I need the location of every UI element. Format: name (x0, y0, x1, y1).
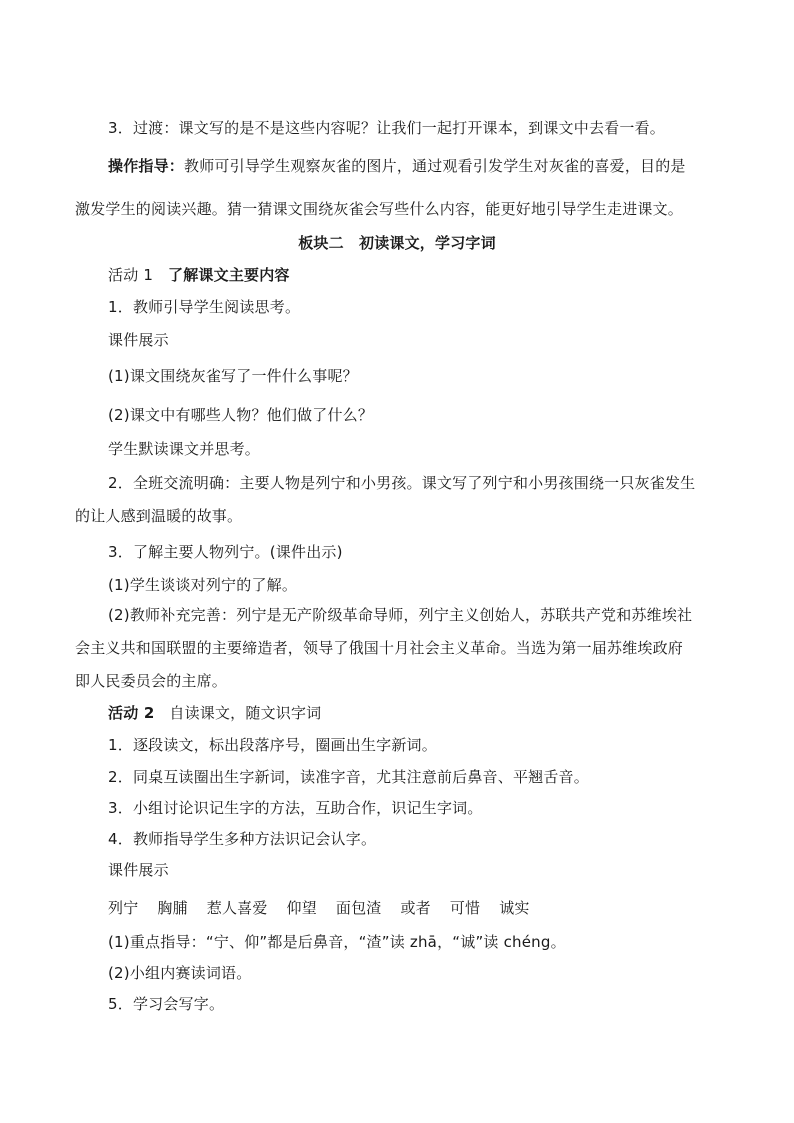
activity1-item3-sub2-line3: 即人民委员会的主席。 (75, 672, 228, 690)
vocab-word: 面包渣 (335, 899, 382, 917)
vocab-word: 列宁 (108, 899, 139, 917)
question-1: (1)课文围绕灰雀写了一件什么事呢？ (108, 367, 358, 385)
activity1-item1: 1．教师引导学生阅读思考。 (108, 298, 301, 316)
activity1-item2-line2: 的让人感到温暖的故事。 (75, 507, 243, 525)
activity1-heading (108, 265, 290, 285)
activity1-label: 活动 1 (108, 266, 154, 284)
activity2-heading (108, 703, 321, 723)
activity2-title: 自读课文，随文识字词 (169, 704, 322, 722)
vocab-word: 惹人喜爱 (206, 899, 268, 917)
activity2-label: 活动 2 (108, 704, 155, 722)
vocab-list (108, 898, 544, 918)
activity2-item3: 3．小组讨论识记生字的方法，互助合作，识记生字词。 (108, 799, 483, 817)
activity1-item3-sub2-line1: (2)教师补充完善：列宁是无产阶级革命导师，列宁主义创始人，苏联共产党和苏维埃社 (108, 606, 693, 624)
courseware-label-1: 课件展示 (108, 331, 169, 349)
activity2-item4: 4．教师指导学生多种方法识记会认字。 (108, 830, 377, 848)
silent-reading: 学生默读课文并思考。 (108, 440, 261, 458)
activity1-item2-line1: 2．全班交流明确：主要人物是列宁和小男孩。课文写了列宁和小男孩围绕一只灰雀发生 (108, 474, 696, 492)
transition-paragraph: 3．过渡：课文写的是不是这些内容呢？让我们一起打开课本，到课文中去看一看。 (108, 119, 665, 137)
courseware-label-2: 课件展示 (108, 861, 169, 879)
vocab-word: 诚实 (499, 899, 530, 917)
guide-paragraph-line2: 激发学生的阅读兴趣。猜一猜课文围绕灰雀会写些什么内容，能更好地引导学生走进课文。 (75, 200, 684, 218)
vocab-word: 仰望 (286, 899, 317, 917)
activity2-item1: 1．逐段读文，标出段落序号，圈画出生字新词。 (108, 736, 437, 754)
activity1-item3: 3．了解主要人物列宁。(课件出示) (108, 543, 343, 561)
section-title: 板块二 初读课文，学习字词 (298, 234, 496, 252)
vocab-word: 胸脯 (157, 899, 188, 917)
activity2-item5: 5．学习会写字。 (108, 995, 225, 1013)
activity1-item3-sub1: (1)学生谈谈对列宁的了解。 (108, 576, 298, 594)
vocab-word: 或者 (400, 899, 431, 917)
group-reading: (2)小组内赛读词语。 (108, 964, 252, 982)
activity2-item2: 2．同桌互读圈出生字新词，读准字音，尤其注意前后鼻音、平翘舌音。 (108, 768, 589, 786)
guide-label: 操作指导： (108, 157, 185, 175)
vocab-word: 可惜 (449, 899, 481, 917)
activity1-item3-sub2-line2: 会主义共和国联盟的主要缔造者，领导了俄国十月社会主义革命。当选为第一届苏维埃政府 (75, 639, 684, 657)
guide-text: 教师可引导学生观察灰雀的图片，通过观看引发学生对灰雀的喜爱，目的是 (184, 157, 686, 175)
guide-paragraph-line1 (108, 156, 686, 176)
activity1-title: 了解课文主要内容 (168, 266, 290, 284)
focus-guidance: (1)重点指导：“宁、仰”都是后鼻音，“渣”读 zhā，“诚”读 chéng。 (108, 933, 566, 951)
question-2: (2)课文中有哪些人物？他们做了什么？ (108, 406, 374, 424)
